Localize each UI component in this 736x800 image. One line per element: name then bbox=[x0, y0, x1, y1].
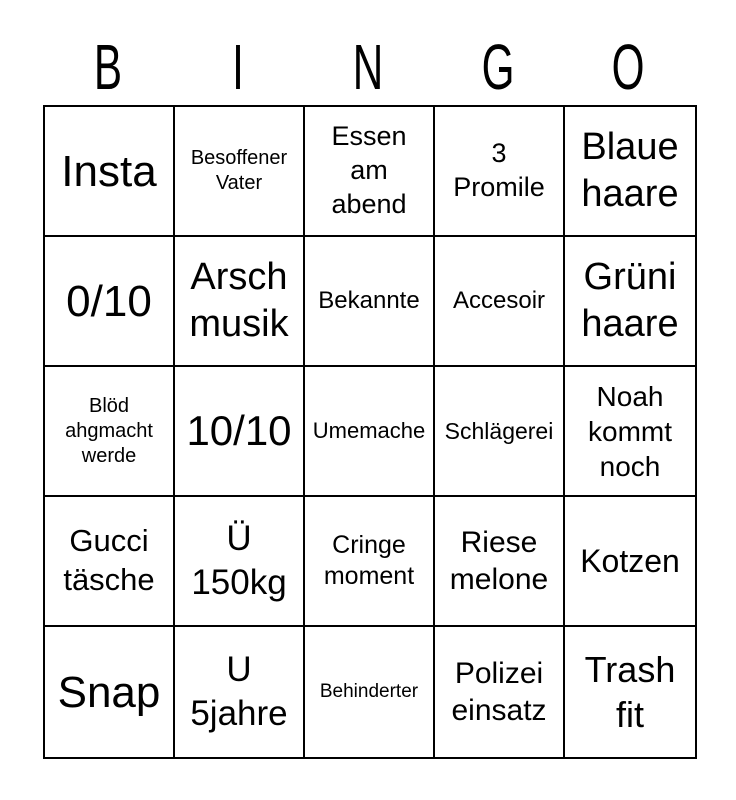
bingo-cell-label: Cringe moment bbox=[323, 530, 415, 590]
bingo-cell-r4c4[interactable] bbox=[435, 497, 565, 627]
bingo-cell-label: Insta bbox=[61, 146, 157, 196]
bingo-cell-r2c1[interactable] bbox=[45, 237, 175, 367]
bingo-cell-r4c3[interactable] bbox=[305, 497, 435, 627]
bingo-cell-label: U 5jahre bbox=[190, 650, 288, 733]
bingo-cell-r4c2[interactable] bbox=[175, 497, 305, 627]
bingo-cell-r1c5[interactable] bbox=[565, 107, 695, 237]
bingo-cell-r2c4[interactable] bbox=[435, 237, 565, 367]
bingo-cell-r1c2[interactable] bbox=[175, 107, 305, 237]
bingo-cell-label: Blaue haare bbox=[581, 125, 679, 215]
bingo-cell-label: 3 Promile bbox=[453, 138, 545, 202]
bingo-cell-label: Trash fit bbox=[584, 649, 676, 735]
bingo-title-letter-O: O bbox=[611, 31, 645, 103]
bingo-cell-label: 10/10 bbox=[186, 406, 292, 454]
bingo-cell-r5c3[interactable] bbox=[305, 627, 435, 757]
bingo-cell-label: Polizei einsatz bbox=[451, 656, 547, 727]
bingo-cell-r1c3[interactable] bbox=[305, 107, 435, 237]
bingo-cell-label: Bekannte bbox=[318, 287, 420, 314]
bingo-cell-r3c2[interactable] bbox=[175, 367, 305, 497]
bingo-cell-label: Grüni haare bbox=[581, 255, 679, 345]
bingo-cell-r2c2[interactable] bbox=[175, 237, 305, 367]
bingo-cell-r3c5[interactable] bbox=[565, 367, 695, 497]
bingo-cell-r2c5[interactable] bbox=[565, 237, 695, 367]
bingo-cell-label: Snap bbox=[57, 667, 161, 717]
bingo-cell-r3c3[interactable] bbox=[305, 367, 435, 497]
bingo-cell-label: Umemache bbox=[312, 418, 426, 444]
bingo-cell-label: Riese melone bbox=[449, 525, 549, 596]
bingo-title-letter-B: B bbox=[93, 31, 123, 103]
bingo-title-letter-G: G bbox=[481, 31, 515, 103]
bingo-title-letter-N: N bbox=[352, 31, 384, 103]
bingo-cell-label: Schlägerei bbox=[444, 417, 554, 444]
bingo-cell-label: Blöd ahgmacht werde bbox=[65, 394, 153, 467]
bingo-cell-r3c4[interactable] bbox=[435, 367, 565, 497]
bingo-cell-r4c1[interactable] bbox=[45, 497, 175, 627]
bingo-cell-label: 0/10 bbox=[66, 276, 152, 326]
bingo-title bbox=[43, 0, 693, 105]
bingo-cell-label: Gucci täsche bbox=[63, 523, 155, 597]
bingo-cell-r5c1[interactable] bbox=[45, 627, 175, 757]
bingo-cell-label: Behinderter bbox=[319, 681, 419, 703]
bingo-cell-r1c1[interactable] bbox=[45, 107, 175, 237]
bingo-cell-label: Arsch musik bbox=[189, 255, 289, 345]
bingo-grid bbox=[43, 105, 697, 759]
bingo-cell-label: Essen am abend bbox=[331, 121, 407, 219]
bingo-cell-r5c5[interactable] bbox=[565, 627, 695, 757]
bingo-cell-r3c1[interactable] bbox=[45, 367, 175, 497]
bingo-cell-r2c3[interactable] bbox=[305, 237, 435, 367]
bingo-cell-r1c4[interactable] bbox=[435, 107, 565, 237]
bingo-cell-r5c4[interactable] bbox=[435, 627, 565, 757]
bingo-cell-label: Besoffener Vater bbox=[190, 147, 288, 194]
bingo-cell-r4c5[interactable] bbox=[565, 497, 695, 627]
bingo-cell-label: Noah kommt noch bbox=[588, 380, 672, 482]
bingo-cell-r5c2[interactable] bbox=[175, 627, 305, 757]
bingo-cell-label: Kotzen bbox=[580, 543, 680, 579]
bingo-cell-label: Ü 150kg bbox=[191, 519, 287, 602]
bingo-title-letter-I: I bbox=[232, 31, 244, 103]
bingo-cell-label: Accesoir bbox=[452, 287, 546, 314]
